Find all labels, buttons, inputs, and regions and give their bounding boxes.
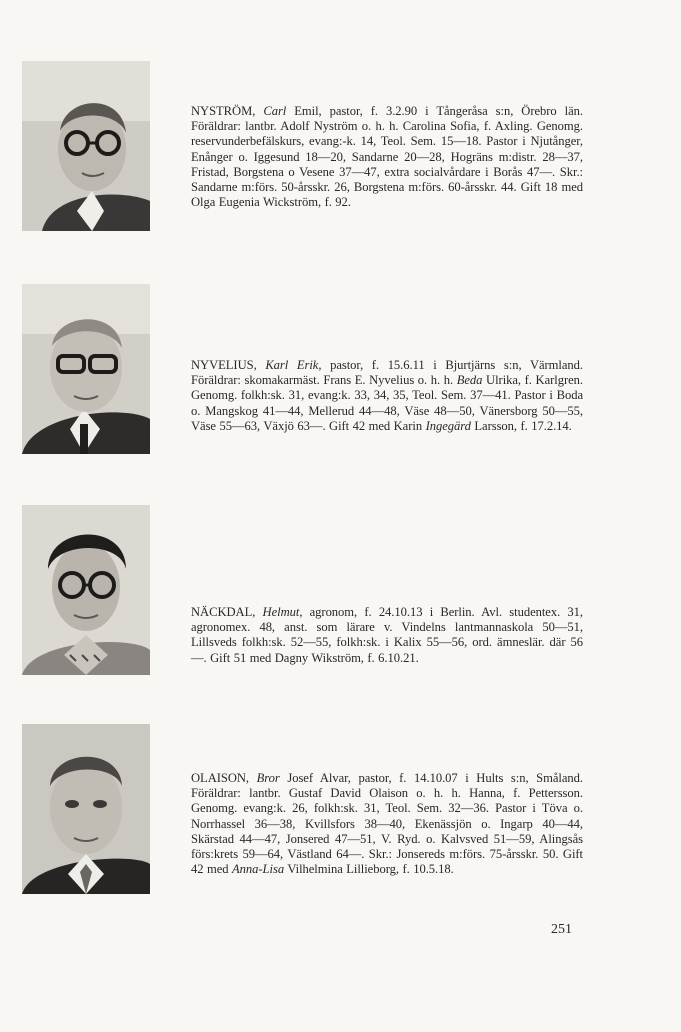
- entry-given-name: Karl Erik,: [265, 358, 322, 372]
- entry-italic-name: Beda: [456, 373, 483, 388]
- entry-text: Ulrika, f. Karlgren. Genomg. folkh:sk. 31, evang:k. 33, 34, 35, Teol. Sem. 37—41. Pastor i Boda o. Mangskog 41—44, Mellerud 44—48, Väse 48—50, Vänersborg 50—55, Väse 55—63, Växjö 63—. Gift 42 med Karin: [191, 373, 583, 433]
- biography-entry-nystrom: [191, 104, 583, 210]
- entry-italic-name: Anna-Lisa: [232, 862, 285, 877]
- entry-text: Larsson, f. 17.2.14.: [470, 418, 572, 433]
- entry-text: Vilhelmina Lillieborg, f. 10.5.18.: [284, 862, 454, 877]
- portrait-photo-olaison: [22, 724, 150, 894]
- entry-surname: NÄCKDAL,: [191, 605, 256, 619]
- entry-text: Emil, pastor, f. 3.2.90 i Tångeråsa s:n, Örebro län. Föräldrar: lantbr. Adolf Nyström o. h. h. Carolina Sofia, f. Axling. Genomg. reservunderbefälskurs, evang:-k. 14, Teol. Sem. 15—18. Pastor i Njutånger, Enånger o. Iggesund 18—20, Sandarne 20—28, Hogräns m:distr. 28—37, Fristad, Borgstena o Vesene 37—47, extra socialvårdare i Borås 47—. Skr.: Sandarne m:förs. 50-årsskr. 26, Borgstena m:förs. 60-årsskr. 44. Gift 18 med Olga Eugenia Wickström, f. 92.: [191, 104, 584, 210]
- entry-given-name: Carl: [263, 104, 287, 118]
- portrait-photo-nackdal: [22, 505, 150, 675]
- page-number: 251: [551, 922, 572, 937]
- entry-text: agronom, f. 24.10.13 i Berlin. Avl. studentex. 31, agronomex. 48, anst. som lärare v. Vindelns lantmannaskola 50—51, Lillsveds folkh:sk. 52—55, folkh:sk. i Kalix 55—56, ord. ämneslär. där 56—. Gift 51 med Dagny Wikström, f. 6.10.21.: [191, 605, 583, 665]
- biography-entry-nackdal: [191, 605, 583, 666]
- biography-entry-olaison: [191, 771, 583, 877]
- entry-text: pastor, f. 15.6.11 i Bjurtjärns s:n, Värmland. Föräldrar: skomakarmäst. Frans E. Nyvelius o. h. h.: [191, 358, 584, 388]
- entry-italic-name: Ingegärd: [425, 418, 471, 433]
- entry-surname: OLAISON,: [191, 771, 250, 785]
- entry-given-name: Bror: [256, 771, 280, 785]
- portrait-photo-nystrom: [22, 61, 150, 231]
- entry-surname: NYSTRÖM,: [191, 104, 256, 118]
- entry-surname: NYVELIUS,: [191, 358, 257, 372]
- portrait-photo-nyvelius: [22, 284, 150, 454]
- entry-given-name: Helmut,: [262, 605, 303, 619]
- biography-entry-nyvelius: [191, 358, 583, 434]
- entry-text: Josef Alvar, pastor, f. 14.10.07 i Hults s:n, Småland. Föräldrar: lantbr. Gustaf David Olaison o. h. h. Hanna, f. Pettersson. Genomg. evang:k. 26, folkh:sk. 31, Teol. Sem. 32—36. Pastor i Töva o. Norrhassel 36—38, Kvillsfors 38—40, Ekenässjön o. Ingarp 40—44, Skärstad 44—47, Jonsered 47—51, V. Ryd. o. Kalvsved 51—59, Alingsås förs:krets 59—64, Västland 64—. Skr.: Jonsereds m:förs. 75-årsskr. 50. Gift 42 med: [191, 771, 583, 877]
